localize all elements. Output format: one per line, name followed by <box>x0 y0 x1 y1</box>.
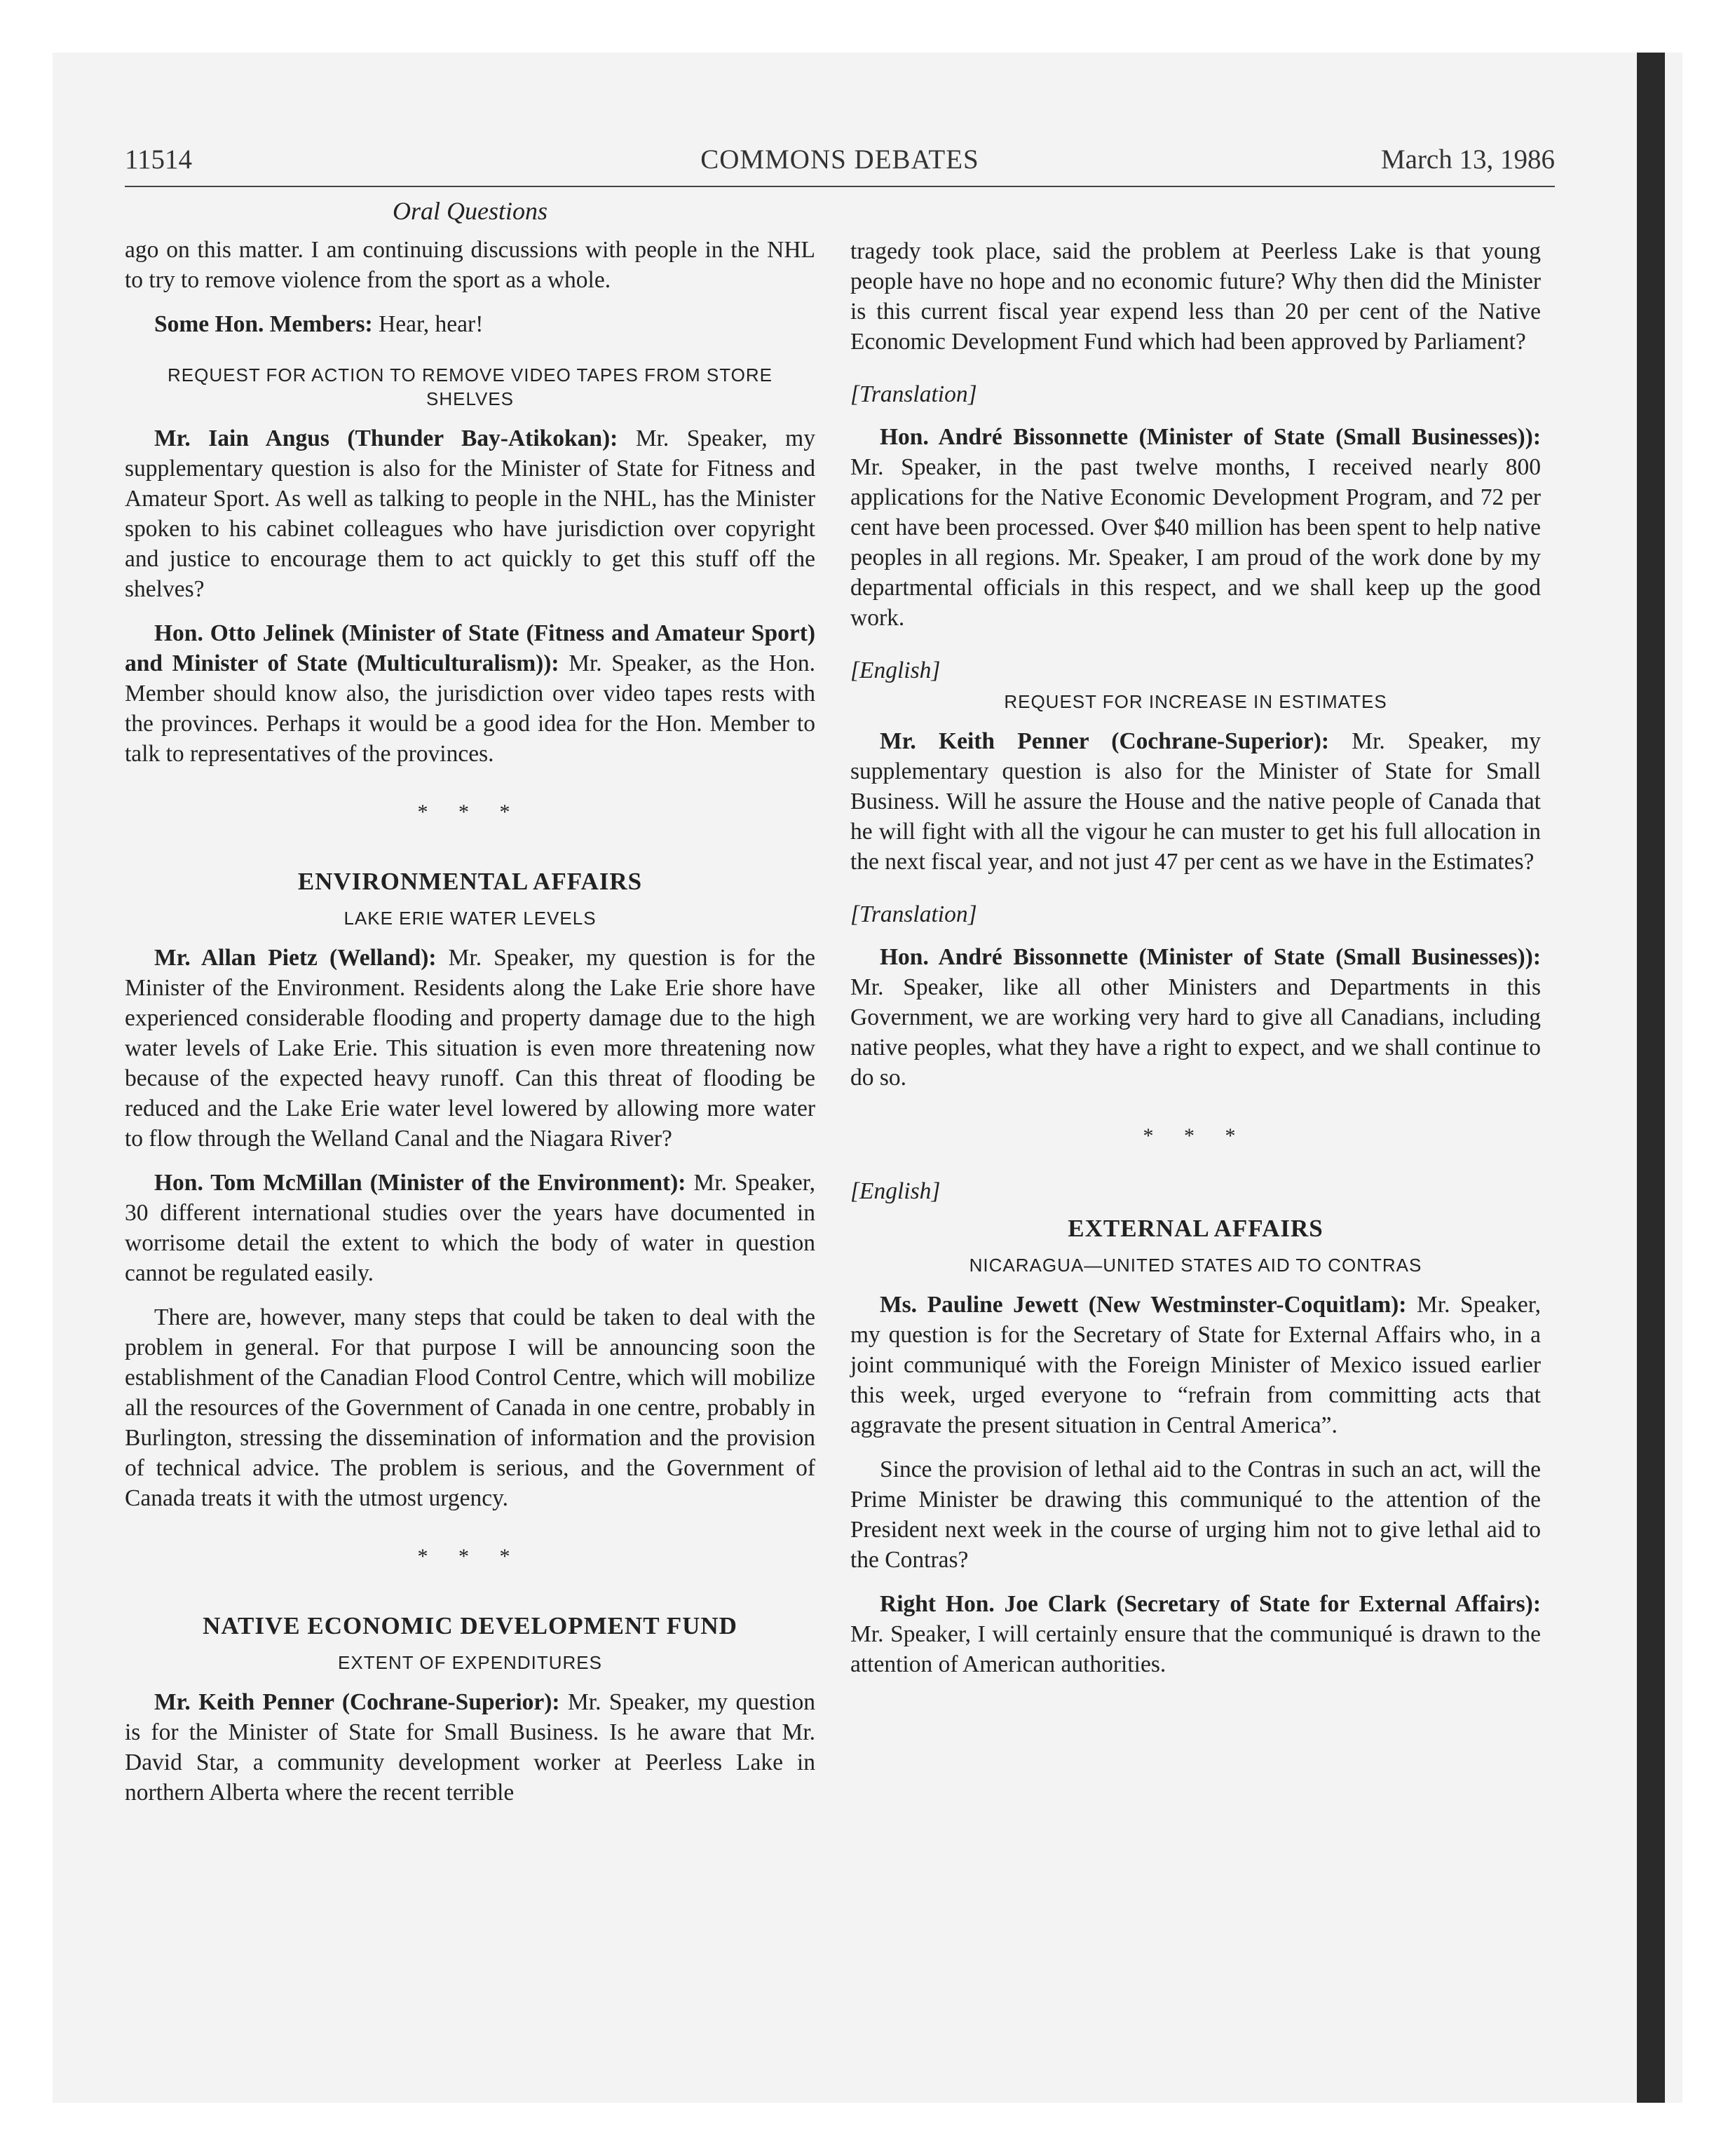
language-tag: [English] <box>850 1178 941 1204</box>
speaker-name: Hon. André Bissonnette (Minister of State (Small Businesses)): <box>880 424 1541 450</box>
subheading: REQUEST FOR INCREASE IN ESTIMATES <box>1004 691 1387 712</box>
right-column <box>850 236 1541 1693</box>
paragraph <box>850 942 1541 1093</box>
subheading: REQUEST FOR ACTION TO REMOVE VIDEO TAPES FROM STORE SHELVES <box>168 364 773 409</box>
language-tag: [Translation] <box>850 381 977 407</box>
publication-title: COMMONS DEBATES <box>700 144 979 175</box>
speaker-name: Mr. Allan Pietz (Welland): <box>154 945 437 971</box>
speaker-name: Mr. Iain Angus (Thunder Bay-Atikokan): <box>154 425 618 451</box>
speech-text: Mr. Speaker, as the Hon. Member should know also, the jurisdiction over video tapes rests with the provinces. Perhaps it would be a good idea for the Hon. Member to talk to representatives of the provinces. <box>125 650 815 767</box>
paragraph <box>125 1168 815 1288</box>
paragraph: Since the provision of lethal aid to the Contras in such an act, will the Prime Minister be drawing this communiqué to the attention of the President next week in the course of urging him not to give lethal aid to the Contras? <box>850 1456 1541 1573</box>
paragraph <box>850 726 1541 877</box>
section-separator: * * * <box>1143 1124 1248 1147</box>
left-column <box>125 196 815 1822</box>
paragraph <box>125 618 815 769</box>
speaker-name: Hon. André Bissonnette (Minister of State (Small Businesses)): <box>880 944 1541 970</box>
speech-text: Mr. Speaker, I will certainly ensure that the communiqué is drawn to the attention of American authorities. <box>850 1621 1541 1677</box>
section-separator: * * * <box>417 800 523 824</box>
speech-text: Mr. Speaker, like all other Ministers and Departments in this Government, we are working very hard to give all Canadians, including native peoples, what they have a right to expect, and we shall continue to do so. <box>850 974 1541 1091</box>
paragraph: tragedy took place, said the problem at Peerless Lake is that young people have no hope and no economic future? Why then did the Minister is this current fiscal year expend less than 20 per cent of the Native Economic Development Fund which had been approved by Parliament? <box>850 238 1541 355</box>
section-heading: ENVIRONMENTAL AFFAIRS <box>297 868 643 895</box>
paragraph: ago on this matter. I am continuing discussions with people in the NHL to try to remove violence from the sport as a whole. <box>125 237 815 293</box>
speaker-name: Mr. Keith Penner (Cochrane-Superior): <box>154 1689 560 1715</box>
speaker-name: Some Hon. Members: <box>154 311 373 337</box>
speaker-name: Mr. Keith Penner (Cochrane-Superior): <box>880 728 1330 754</box>
paragraph <box>125 943 815 1154</box>
paragraph <box>125 423 815 604</box>
speech-text: Mr. Speaker, in the past twelve months, I received nearly 800 applications for the Native Economic Development Program, and 72 per cent have been processed. Over $40 million has been spent to help native peoples in all regions. Mr. Speaker, I am proud of the work done by my departmental officials in this respect, and we shall keep up the good work. <box>850 454 1541 631</box>
language-tag: [Translation] <box>850 901 977 927</box>
speech-text: Hear, hear! <box>372 311 484 337</box>
speaker-name: Ms. Pauline Jewett (New Westminster-Coquitlam): <box>880 1292 1407 1318</box>
speech-text: Mr. Speaker, my question is for the Minister of State for Small Business. Is he aware that Mr. David Star, a community development worker at Peerless Lake in northern Alberta where the recent terrible <box>125 1689 815 1806</box>
paragraph <box>850 1290 1541 1440</box>
section-heading: NATIVE ECONOMIC DEVELOPMENT FUND <box>203 1612 737 1639</box>
speech-text: Mr. Speaker, my question is for the Minister of the Environment. Residents along the Lake Erie shore have experienced considerable flooding and property damage due to the high water levels of Lake Erie. This situation is even more threatening now because of the expected heavy runoff. Can this threat of flooding be reduced and the Lake Erie water level lowered by allowing more water to flow through the Welland Canal and the Niagara River? <box>125 945 815 1152</box>
subheading: NICARAGUA—UNITED STATES AID TO CONTRAS <box>969 1255 1422 1276</box>
paragraph <box>850 1589 1541 1679</box>
paragraph <box>125 1687 815 1808</box>
language-tag: [English] <box>850 657 941 683</box>
section-separator: * * * <box>417 1545 523 1568</box>
running-head: Oral Questions <box>392 197 547 225</box>
speech-text: Mr. Speaker, my supplementary question is also for the Minister of State for Small Business. Will he assure the House and the native people of Canada that he will fight with all the vigour he can muster to get his full allocation in the next fiscal year, and not just 47 per cent as we have in the Estimates? <box>850 728 1541 875</box>
subheading: LAKE ERIE WATER LEVELS <box>343 908 597 929</box>
page-header <box>125 144 1555 187</box>
binding-edge <box>1637 53 1665 2103</box>
speech-text: Mr. Speaker, 30 different international studies over the years have documented in worrisome detail the extent to which the body of water in question cannot be regulated easily. <box>125 1170 815 1286</box>
paragraph <box>850 422 1541 633</box>
speaker-name: Hon. Tom McMillan (Minister of the Environment): <box>154 1170 686 1196</box>
section-heading: EXTERNAL AFFAIRS <box>1068 1215 1324 1242</box>
speech-text: Mr. Speaker, my supplementary question is also for the Minister of State for Fitness and Amateur Sport. As well as talking to people in the NHL, has the Minister spoken to his cabinet colleagues who have jurisdiction over copyright and justice to encourage them to act quickly to get this stuff off the shelves? <box>125 425 815 602</box>
speaker-name: Hon. Otto Jelinek (Minister of State (Fitness and Amateur Sport) and Minister of State (Multiculturalism)): <box>125 620 815 676</box>
paragraph: There are, however, many steps that could be taken to deal with the problem in general. For that purpose I will be announcing soon the establishment of the Canadian Flood Control Centre, which will mobilize all the resources of the Government of Canada in one centre, probably in Burlington, stressing the dissemination of information and the provision of technical advice. The problem is serious, and the Government of Canada treats it with the utmost urgency. <box>125 1304 815 1511</box>
page-number: 11514 <box>125 144 193 175</box>
issue-date: March 13, 1986 <box>1380 144 1555 175</box>
speech-text: Mr. Speaker, my question is for the Secretary of State for External Affairs who, in a joint communiqué with the Foreign Minister of Mexico issued earlier this week, urged everyone to “refrain from committing acts that aggravate the present situation in Central America”. <box>850 1292 1541 1438</box>
paragraph <box>125 309 815 339</box>
speaker-name: Right Hon. Joe Clark (Secretary of State for External Affairs): <box>880 1591 1541 1617</box>
subheading: EXTENT OF EXPENDITURES <box>338 1652 602 1673</box>
